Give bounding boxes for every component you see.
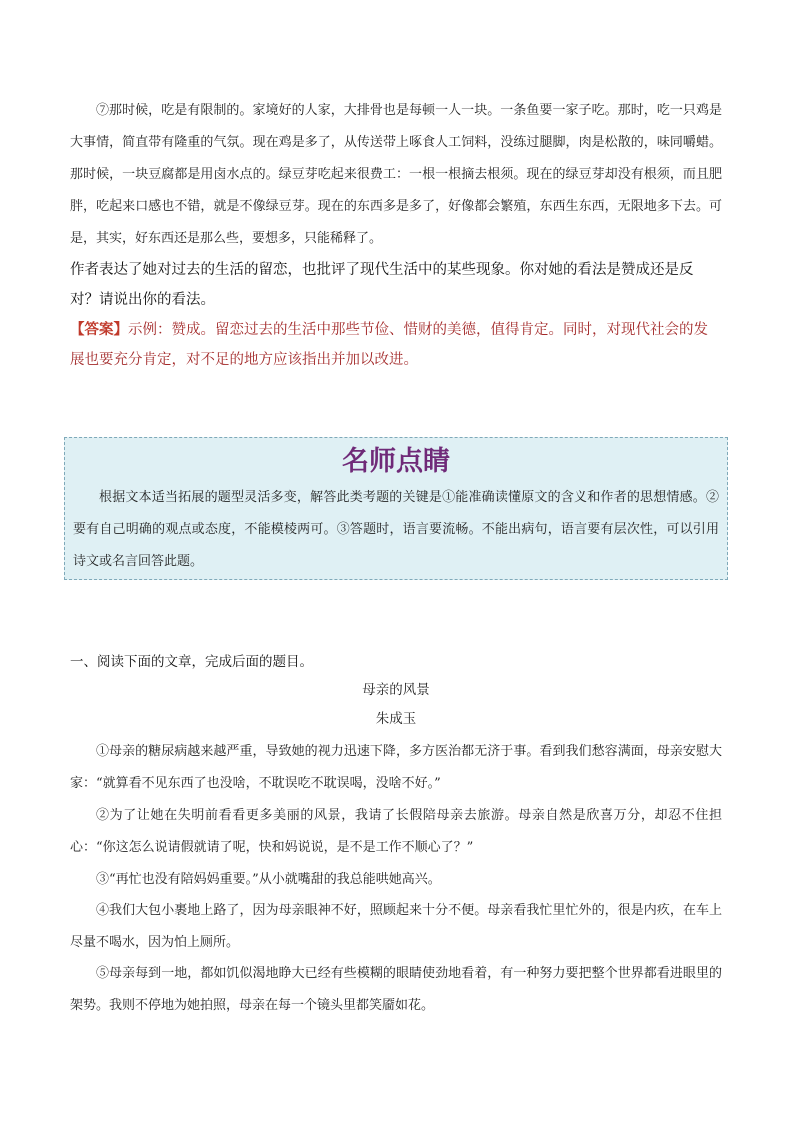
article-paragraph: ②为了让她在失明前看看更多美丽的风景，我请了长假陪母亲去旅游。母亲自然是欣喜万分，却忍不住担心：“你这怎么说请假就请了呢，快和妈说说，是不是工作不顺心了？” — [70, 808, 722, 855]
exercise-heading: 一、阅读下面的文章，完成后面的题目。 — [70, 654, 313, 670]
article-author: 朱成玉 — [375, 711, 417, 727]
tip-text: 根据文本适当拓展的题型灵活多变，解答此类考题的关键是①能准确读懂原文的含义和作者的思想情感。②要有自己明确的观点或态度，不能模棱两可。③答题时，语言要流畅。不能出病句，语言要有层次性，可以引用诗文或名言回答此题。 — [73, 490, 719, 569]
article-paragraph: ①母亲的糖尿病越来越严重，导致她的视力迅速下降，多方医治都无济于事。看到我们愁容满面，母亲安慰大家：“就算看不见东西了也没啥，不耽误吃不耽误喝，没啥不好。” — [70, 744, 722, 791]
question-text: 作者表达了她对过去的生活的留恋，也批评了现代生活中的某些现象。你对她的看法是赞成还是反对？请说出你的看法。 — [70, 262, 694, 308]
tip-title: 名师点睛 — [342, 446, 450, 477]
teacher-tip-box — [64, 437, 728, 580]
article-title: 母亲的风景 — [362, 682, 430, 698]
answer-block — [70, 315, 722, 375]
answer-text: 示例：赞成。留恋过去的生活中那些节俭、惜财的美德，值得肯定。同时，对现代社会的发展也要充分肯定，对不足的地方应该指出并加以改进。 — [70, 322, 708, 368]
answer-tag: 【答案】 — [70, 322, 128, 338]
article-paragraph: ③“再忙也没有陪妈妈重要。”从小就嘴甜的我总能哄她高兴。 — [96, 872, 441, 887]
article-paragraph: ④我们大包小裹地上路了，因为母亲眼神不好，照顾起来十分不便。母亲看我忙里忙外的，很是内疚，在车上尽量不喝水，因为怕上厕所。 — [70, 903, 722, 950]
passage-excerpt: ⑦那时候，吃是有限制的。家境好的人家，大排骨也是每顿一人一块。一条鱼要一家子吃。那时，吃一只鸡是大事情，简直带有隆重的气氛。现在鸡是多了，从传送带上啄食人工饲料，没练过腿脚，肉是松散的，味同嚼蜡。那时候，一块豆腐都是用卤水点的。绿豆芽吃起来很费工：一根一根摘去根须。现在的绿豆芽却没有根须，而且肥胖，吃起来口感也不错，就是不像绿豆芽。现在的东西多是多了，好像都会繁殖，东西生东西，无限地多下去。可是，其实，好东西还是那么些，要想多，只能稀释了。 — [70, 103, 722, 246]
article-paragraph: ⑤母亲每到一地，都如饥似渴地睁大已经有些模糊的眼睛使劲地看着，有一种努力要把整个世界都看进眼里的架势。我则不停地为她拍照，母亲在每一个镜头里都笑靥如花。 — [70, 966, 722, 1013]
